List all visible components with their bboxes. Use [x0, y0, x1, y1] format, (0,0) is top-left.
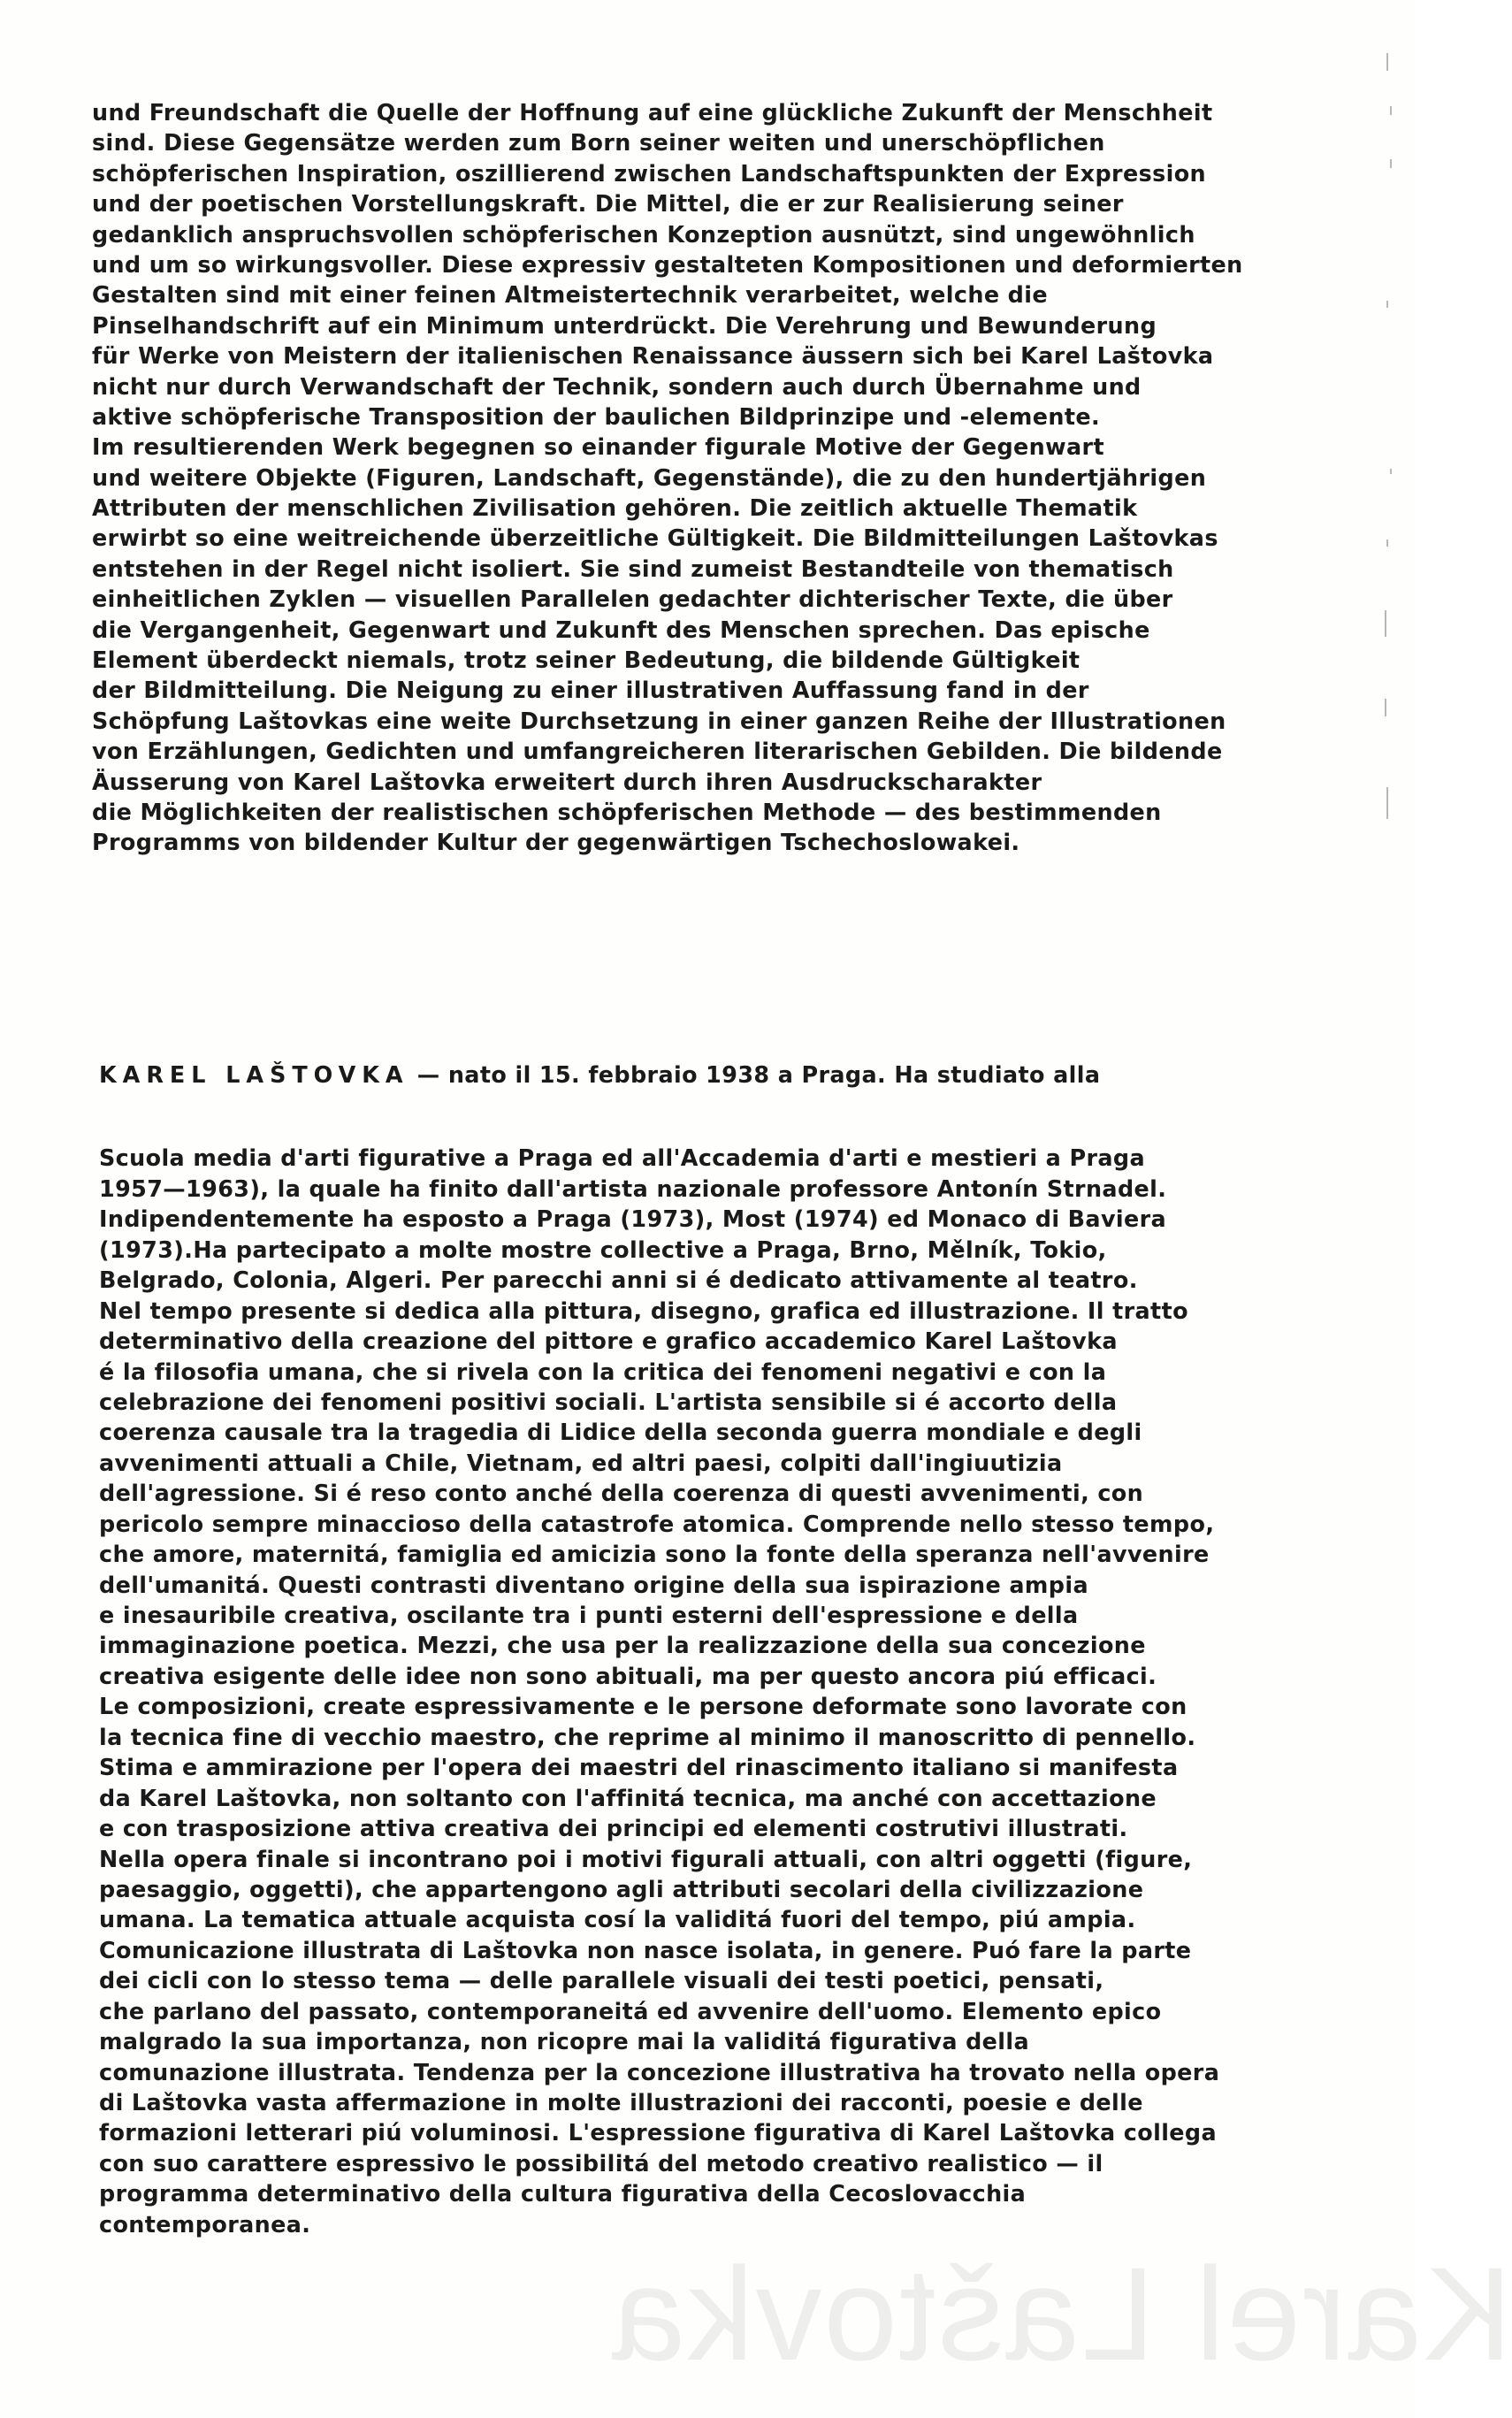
italian-text-line: Indipendentemente ha esposto a Praga (1973), Most (1974) ed Monaco di Baviera — [99, 1205, 1167, 1233]
italian-text-line: programma determinativo della cultura figurativa della Cecoslovacchia — [99, 2180, 1027, 2208]
german-text-line: entstehen in der Regel nicht isoliert. Sie sind zumeist Bestandteile von thematisch — [92, 555, 1174, 582]
italian-text-line: dei cicli con lo stesso tema — delle parallele visuali dei testi poetici, pensati, — [99, 1967, 1104, 1994]
german-text-line: gedanklich anspruchsvollen schöpferischen Konzeption ausnützt, sind ungewöhnlich — [92, 220, 1195, 248]
german-text-line: nicht nur durch Verwandschaft der Technik, sondern auch durch Übernahme und — [92, 372, 1142, 400]
italian-text-line: con suo carattere espressivo le possibilitá del metodo creativo realistico — il — [99, 2149, 1103, 2177]
italian-text-line: da Karel Laštovka, non soltanto con l'affinitá tecnica, ma anché con accettazione — [99, 1784, 1157, 1811]
german-text-line: von Erzählungen, Gedichten und umfangreicheren literarischen Gebilden. Die bildende — [92, 738, 1223, 765]
german-text-line: Programms von bildender Kultur der gegenwärtigen Tschechoslowakei. — [92, 829, 1020, 856]
italian-text-line: dell'umanitá. Questi contrasti diventano origine della sua ispirazione ampia — [99, 1571, 1088, 1598]
italian-text-line: Belgrado, Colonia, Algeri. Per parecchi anni si é dedicato attivamente al teatro. — [99, 1266, 1138, 1294]
german-text-line: und weitere Objekte (Figuren, Landschaft, Gegenstände), die zu den hundertjährigen — [92, 463, 1207, 491]
italian-text-line: determinativo della creazione del pittore e grafico accademico Karel Laštovka — [99, 1328, 1118, 1355]
italian-text-line: immaginazione poetica. Mezzi, che usa per la realizzazione della sua concezione — [99, 1632, 1146, 1659]
german-text-line: einheitlichen Zyklen — visuellen Parallelen gedachter dichterischer Texte, die über — [92, 585, 1173, 613]
italian-text-line: formazioni letterari piú voluminosi. L'espressione figurativa di Karel Laštovka collega — [99, 2119, 1218, 2146]
italian-text-line: 1957—1963), la quale ha finito dall'artista nazionale professore Antonín Strnadel. — [99, 1175, 1167, 1202]
italian-text-line: e con trasposizione attiva creativa dei principi ed elementi costrutivi illustrati. — [99, 1815, 1128, 1842]
german-text-line: und der poetischen Vorstellungskraft. Die Mittel, die er zur Realisierung seiner — [92, 190, 1124, 218]
italian-text-line: Le composizioni, create espressivamente e le persone deformate sono lavorate con — [99, 1693, 1187, 1720]
german-text-line: Äusserung von Karel Laštovka erweitert durch ihren Ausdruckscharakter — [92, 768, 1042, 795]
artist-name-heading: KAREL LAŠTOVKA — [99, 1061, 409, 1088]
italian-text-line: la tecnica fine di vecchio maestro, che reprime al minimo il manoscritto di pennello. — [99, 1723, 1196, 1750]
german-text-line: Attributen der menschlichen Zivilisation gehören. Die zeitlich aktuelle Thematik — [92, 494, 1138, 522]
italian-text-line: Scuola media d'arti figurative a Praga ed all'Accademia d'arti e mestieri a Praga — [99, 1144, 1146, 1172]
italian-text-line: creativa esigente delle idee non sono abituali, ma per questo ancora piú efficaci. — [99, 1662, 1157, 1689]
italian-text-line: contemporanea. — [99, 2210, 311, 2238]
italian-text-line: Stima e ammirazione per l'opera dei maestri del rinascimento italiano si manifesta — [99, 1754, 1179, 1781]
italian-text-line: coerenza causale tra la tragedia di Lidice della seconda guerra mondiale e degli — [99, 1419, 1142, 1446]
italian-first-line-text: — nato il 15. febbraio 1938 a Praga. Ha studiato alla — [409, 1061, 1101, 1088]
italian-text-line: pericolo sempre minaccioso della catastrofe atomica. Comprende nello stesso tempo, — [99, 1510, 1215, 1537]
italian-text-line: comunazione illustrata. Tendenza per la concezione illustrativa ha trovato nella opera — [99, 2058, 1220, 2085]
italian-text-line: e inesauribile creativa, oscilante tra i punti esterni dell'espressione e della — [99, 1602, 1079, 1628]
italian-text-line: é la filosofia umana, che si rivela con la critica dei fenomeni negativi e con la — [99, 1358, 1107, 1385]
german-text-line: und um so wirkungsvoller. Diese expressiv gestalteten Kompositionen und deformierten — [92, 250, 1243, 278]
german-text-line: der Bildmitteilung. Die Neigung zu einer illustrativen Auffassung fand in der — [92, 677, 1089, 704]
italian-text-line: che parlano del passato, contemporaneitá ed avvenire dell'uomo. Elemento epico — [99, 1997, 1162, 2024]
italian-text-line: che amore, maternitá, famiglia ed amicizia sono la fonte della speranza nell'avvenire — [99, 1541, 1210, 1568]
italian-text-line: Nella opera finale si incontrano poi i motivi figurali attuali, con altri oggetti (figure, — [99, 1845, 1193, 1872]
italian-text-line: celebrazione dei fenomeni positivi sociali. L'artista sensibile si é accorto della — [99, 1388, 1118, 1415]
german-text-line: Element überdeckt niemals, trotz seiner Bedeutung, die bildende Gültigkeit — [92, 647, 1081, 674]
german-text-block — [92, 97, 1243, 858]
italian-text-line: Nel tempo presente si dedica alla pittura, disegno, grafica ed illustrazione. Il tratto — [99, 1297, 1188, 1324]
italian-text-line: Comunicazione illustrata di Laštovka non nasce isolata, in genere. Puó fare la parte — [99, 1936, 1192, 1963]
german-text-line: und Freundschaft die Quelle der Hoffnung auf eine glückliche Zukunft der Menschheit — [92, 99, 1213, 126]
italian-text-block — [99, 1006, 1219, 2239]
reversed-watermark-text: Karel Laštovka — [610, 2239, 1512, 2388]
italian-text-line: avvenimenti attuali a Chile, Vietnam, ed altri paesi, colpiti dall'ingiuutizia — [99, 1449, 1063, 1476]
german-text-line: erwirbt so eine weitreichende überzeitliche Gültigkeit. Die Bildmitteilungen Laštovkas — [92, 524, 1218, 552]
german-text-line: die Möglichkeiten der realistischen schöpferischen Methode — des bestimmenden — [92, 798, 1162, 825]
german-text-line: schöpferischen Inspiration, oszillierend zwischen Landschaftspunkten der Expression — [92, 159, 1207, 187]
german-text-line: die Vergangenheit, Gegenwart und Zukunft des Menschen sprechen. Das epische — [92, 616, 1150, 643]
italian-first-line — [99, 1060, 1219, 1090]
german-text-line: Gestalten sind mit einer feinen Altmeistertechnik verarbeitet, welche die — [92, 281, 1048, 309]
italian-text-line: di Laštovka vasta affermazione in molte illustrazioni dei racconti, poesie e delle — [99, 2089, 1143, 2116]
german-text-line: Pinselhandschrift auf ein Minimum unterdrückt. Die Verehrung und Bewunderung — [92, 311, 1157, 339]
italian-text-line: paesaggio, oggetti), che appartengono agli attributi secolari della civilizzazione — [99, 1875, 1144, 1902]
italian-text-line: umana. La tematica attuale acquista cosí la validitá fuori del tempo, piú ampia. — [99, 1906, 1136, 1933]
margin-scan-marks — [1369, 35, 1404, 831]
italian-text-line: dell'agressione. Si é reso conto anché della coerenza di questi avvenimenti, con — [99, 1480, 1144, 1507]
german-text-line: aktive schöpferische Transposition der baulichen Bildprinzipe und -elemente. — [92, 402, 1101, 430]
german-text-line: Im resultierenden Werk begegnen so einander figurale Motive der Gegenwart — [92, 433, 1104, 461]
german-text-line: sind. Diese Gegensätze werden zum Born seiner weiten und unerschöpflichen — [92, 129, 1105, 157]
german-text-line: für Werke von Meistern der italienischen Renaissance äussern sich bei Karel Laštovka — [92, 342, 1214, 370]
italian-text-line: malgrado la sua importanza, non ricopre mai la validitá figurativa della — [99, 2028, 1030, 2055]
italian-text-line: (1973).Ha partecipato a molte mostre collective a Praga, Brno, Mělník, Tokio, — [99, 1236, 1107, 1263]
german-text-line: Schöpfung Laštovkas eine weite Durchsetzung in einer ganzen Reihe der Illustrationen — [92, 707, 1226, 734]
